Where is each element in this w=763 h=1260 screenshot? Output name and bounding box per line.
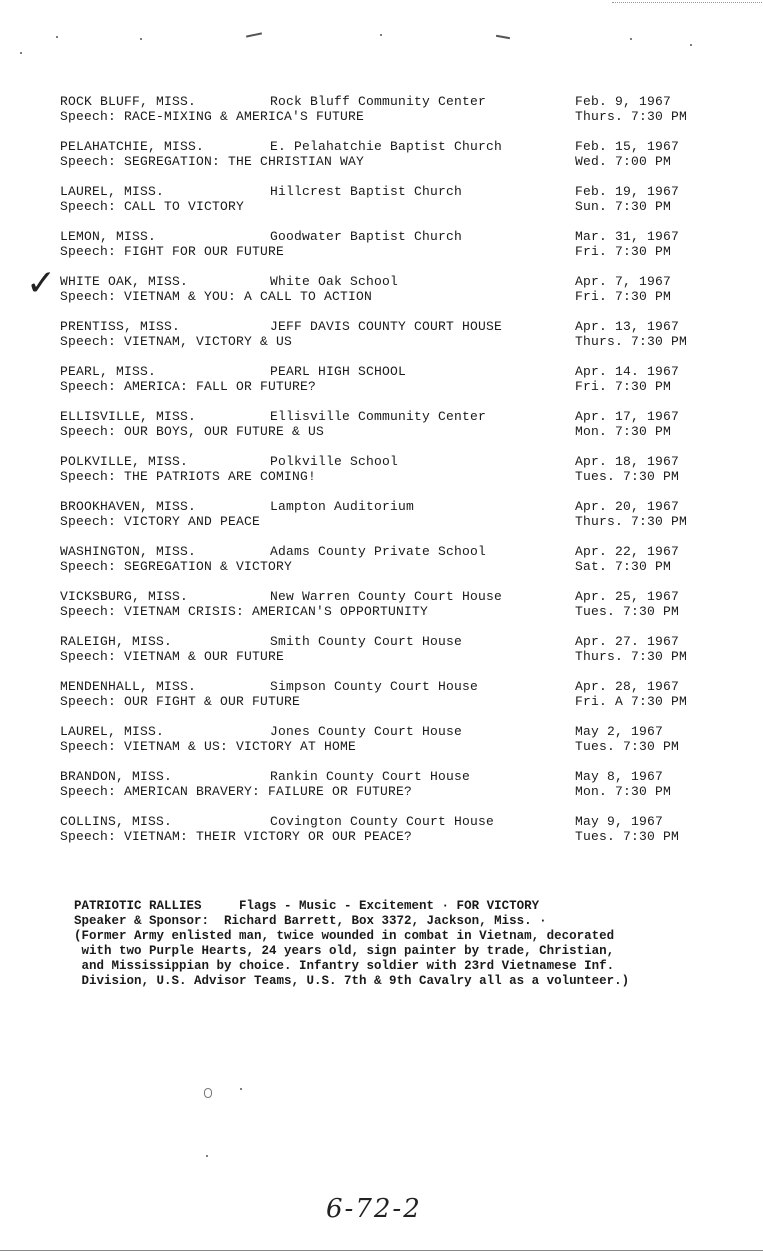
scan-edge-mark xyxy=(612,2,762,3)
scan-stroke xyxy=(496,35,510,39)
event-venue: PEARL HIGH SCHOOL xyxy=(270,364,407,379)
event-speech-title: Speech: VIETNAM & US: VICTORY AT HOME xyxy=(60,739,357,754)
event-time: Tues. 7:30 PM xyxy=(575,739,680,754)
event-speech-title: Speech: SEGREGATION & VICTORY xyxy=(60,559,293,574)
event-location: RALEIGH, MISS. xyxy=(60,634,173,649)
scan-bottom-edge xyxy=(0,1250,763,1251)
event-venue: E. Pelahatchie Baptist Church xyxy=(270,139,503,154)
scan-stroke xyxy=(246,32,262,37)
event-time: Thurs. 7:30 PM xyxy=(575,109,688,124)
footer-line: Speaker & Sponsor: Richard Barrett, Box 3372, Jackson, Miss. · xyxy=(74,914,547,928)
event-location: BRANDON, MISS. xyxy=(60,769,173,784)
event-location: WASHINGTON, MISS. xyxy=(60,544,197,559)
event-entry xyxy=(0,409,763,449)
event-entry xyxy=(0,679,763,719)
event-location: LAUREL, MISS. xyxy=(60,184,165,199)
event-speech-title: Speech: AMERICA: FALL OR FUTURE? xyxy=(60,379,317,394)
event-venue: Smith County Court House xyxy=(270,634,463,649)
event-time: Fri. 7:30 PM xyxy=(575,244,672,259)
event-entry xyxy=(0,499,763,539)
scan-speck xyxy=(380,34,382,36)
footer-line: (Former Army enlisted man, twice wounded in combat in Vietnam, decorated xyxy=(74,929,615,943)
event-date: Apr. 14. 1967 xyxy=(575,364,680,379)
event-date: Apr. 25, 1967 xyxy=(575,589,680,604)
event-speech-title: Speech: OUR BOYS, OUR FUTURE & US xyxy=(60,424,325,439)
event-entry xyxy=(0,94,763,134)
event-entry xyxy=(0,814,763,854)
event-location: PRENTISS, MISS. xyxy=(60,319,181,334)
event-time: Sun. 7:30 PM xyxy=(575,199,672,214)
event-venue: Rock Bluff Community Center xyxy=(270,94,487,109)
event-location: ELLISVILLE, MISS. xyxy=(60,409,197,424)
footer-line: with two Purple Hearts, 24 years old, sign painter by trade, Christian, xyxy=(74,944,615,958)
event-entry xyxy=(0,139,763,179)
scan-speck xyxy=(206,1155,208,1157)
event-location: PEARL, MISS. xyxy=(60,364,157,379)
event-date: May 8, 1967 xyxy=(575,769,664,784)
event-date: Feb. 9, 1967 xyxy=(575,94,672,109)
event-speech-title: Speech: RACE-MIXING & AMERICA'S FUTURE xyxy=(60,109,365,124)
event-venue: White Oak School xyxy=(270,274,399,289)
event-venue: Adams County Private School xyxy=(270,544,487,559)
handwritten-check-mark: ✓ xyxy=(26,263,57,304)
scan-speck xyxy=(20,52,22,54)
event-venue: Jones County Court House xyxy=(270,724,463,739)
event-entry xyxy=(0,544,763,584)
event-speech-title: Speech: FIGHT FOR OUR FUTURE xyxy=(60,244,285,259)
event-speech-title: Speech: AMERICAN BRAVERY: FAILURE OR FUTURE? xyxy=(60,784,413,799)
scan-speck xyxy=(204,1088,212,1098)
event-time: Tues. 7:30 PM xyxy=(575,469,680,484)
event-date: May 9, 1967 xyxy=(575,814,664,829)
event-location: VICKSBURG, MISS. xyxy=(60,589,189,604)
event-location: LAUREL, MISS. xyxy=(60,724,165,739)
event-location: LEMON, MISS. xyxy=(60,229,157,244)
event-time: Thurs. 7:30 PM xyxy=(575,649,688,664)
event-venue: Ellisville Community Center xyxy=(270,409,487,424)
event-entry xyxy=(0,454,763,494)
event-venue: Lampton Auditorium xyxy=(270,499,415,514)
event-date: Feb. 19, 1967 xyxy=(575,184,680,199)
event-speech-title: Speech: OUR FIGHT & OUR FUTURE xyxy=(60,694,301,709)
event-time: Thurs. 7:30 PM xyxy=(575,334,688,349)
event-speech-title: Speech: SEGREGATION: THE CHRISTIAN WAY xyxy=(60,154,365,169)
event-date: Apr. 17, 1967 xyxy=(575,409,680,424)
event-entry xyxy=(0,724,763,764)
event-time: Wed. 7:00 PM xyxy=(575,154,672,169)
event-location: ROCK BLUFF, MISS. xyxy=(60,94,197,109)
event-entry xyxy=(0,274,763,314)
event-time: Tues. 7:30 PM xyxy=(575,604,680,619)
event-speech-title: Speech: CALL TO VICTORY xyxy=(60,199,245,214)
event-speech-title: Speech: VIETNAM, VICTORY & US xyxy=(60,334,293,349)
event-date: Apr. 18, 1967 xyxy=(575,454,680,469)
event-venue: JEFF DAVIS COUNTY COURT HOUSE xyxy=(270,319,503,334)
event-venue: Simpson County Court House xyxy=(270,679,479,694)
event-time: Fri. 7:30 PM xyxy=(575,379,672,394)
event-date: Apr. 13, 1967 xyxy=(575,319,680,334)
event-time: Fri. 7:30 PM xyxy=(575,289,672,304)
event-venue: New Warren County Court House xyxy=(270,589,503,604)
footer-line: Division, U.S. Advisor Teams, U.S. 7th & 9th Cavalry all as a volunteer.) xyxy=(74,974,630,988)
event-speech-title: Speech: VICTORY AND PEACE xyxy=(60,514,261,529)
event-time: Fri. A 7:30 PM xyxy=(575,694,688,709)
event-time: Mon. 7:30 PM xyxy=(575,424,672,439)
footer-line: PATRIOTIC RALLIES Flags - Music - Excitement · FOR VICTORY xyxy=(74,899,540,913)
event-entry xyxy=(0,364,763,404)
event-location: POLKVILLE, MISS. xyxy=(60,454,189,469)
scan-speck xyxy=(140,38,142,40)
event-date: Apr. 27. 1967 xyxy=(575,634,680,649)
event-entry xyxy=(0,769,763,809)
event-venue: Rankin County Court House xyxy=(270,769,471,784)
event-time: Sat. 7:30 PM xyxy=(575,559,672,574)
event-time: Tues. 7:30 PM xyxy=(575,829,680,844)
event-entry xyxy=(0,184,763,224)
scan-speck xyxy=(690,44,692,46)
event-entry xyxy=(0,634,763,674)
event-entry xyxy=(0,319,763,359)
event-date: Apr. 7, 1967 xyxy=(575,274,672,289)
event-location: COLLINS, MISS. xyxy=(60,814,173,829)
event-date: Apr. 28, 1967 xyxy=(575,679,680,694)
event-location: PELAHATCHIE, MISS. xyxy=(60,139,205,154)
scan-speck xyxy=(240,1088,242,1090)
event-venue: Hillcrest Baptist Church xyxy=(270,184,463,199)
event-venue: Covington County Court House xyxy=(270,814,495,829)
event-date: May 2, 1967 xyxy=(575,724,664,739)
event-time: Thurs. 7:30 PM xyxy=(575,514,688,529)
event-location: BROOKHAVEN, MISS. xyxy=(60,499,197,514)
rally-footer-notice xyxy=(74,899,744,989)
event-speech-title: Speech: THE PATRIOTS ARE COMING! xyxy=(60,469,317,484)
event-entry xyxy=(0,229,763,269)
event-location: WHITE OAK, MISS. xyxy=(60,274,189,289)
event-speech-title: Speech: VIETNAM & OUR FUTURE xyxy=(60,649,285,664)
event-speech-title: Speech: VIETNAM: THEIR VICTORY OR OUR PEACE? xyxy=(60,829,413,844)
event-date: Feb. 15, 1967 xyxy=(575,139,680,154)
event-date: Apr. 20, 1967 xyxy=(575,499,680,514)
footer-line: and Mississippian by choice. Infantry soldier with 23rd Vietnamese Inf. xyxy=(74,959,615,973)
event-date: Mar. 31, 1967 xyxy=(575,229,680,244)
event-location: MENDENHALL, MISS. xyxy=(60,679,197,694)
handwritten-page-number: 6-72-2 xyxy=(326,1194,422,1224)
scan-speck xyxy=(56,36,58,38)
event-speech-title: Speech: VIETNAM CRISIS: AMERICAN'S OPPORTUNITY xyxy=(60,604,429,619)
event-entry xyxy=(0,589,763,629)
event-venue: Polkville School xyxy=(270,454,399,469)
event-speech-title: Speech: VIETNAM & YOU: A CALL TO ACTION xyxy=(60,289,373,304)
event-venue: Goodwater Baptist Church xyxy=(270,229,463,244)
event-date: Apr. 22, 1967 xyxy=(575,544,680,559)
event-time: Mon. 7:30 PM xyxy=(575,784,672,799)
scan-speck xyxy=(630,38,632,40)
